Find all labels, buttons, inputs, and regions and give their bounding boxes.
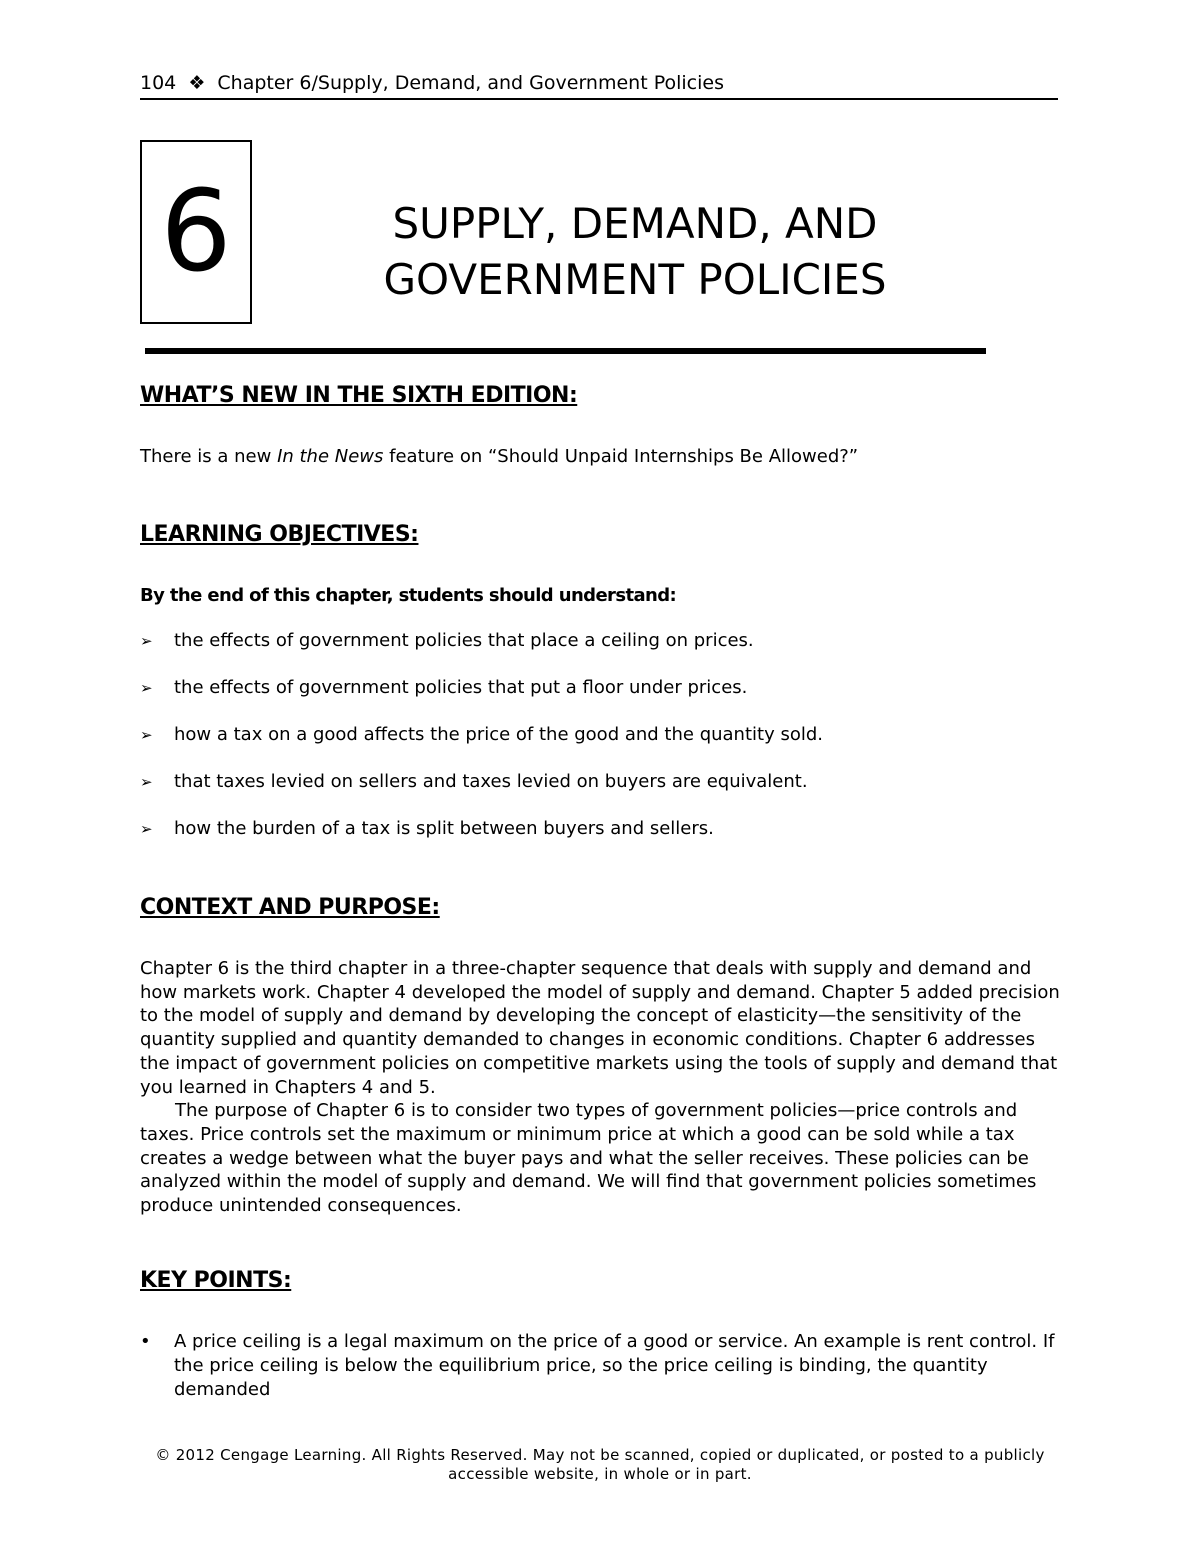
arrow-bullet-icon: ➢: [140, 632, 153, 650]
footer-line1: © 2012 Cengage Learning. All Rights Reserved. May not be scanned, copied or duplicated, or posted to a publicly: [155, 1446, 1045, 1464]
feature-name: In the News: [277, 446, 384, 467]
learning-objectives-heading: LEARNING OBJECTIVES:: [140, 522, 419, 547]
whats-new-heading: WHAT’S NEW IN THE SIXTH EDITION:: [140, 383, 578, 408]
objective-item: ➢ the effects of government policies that put a floor under prices.: [140, 677, 748, 698]
running-title: Chapter 6/Supply, Demand, and Government Policies: [217, 72, 724, 94]
key-point-text: A price ceiling is a legal maximum on the price of a good or service. An example is rent control. If the price ceiling is below the equilibrium price, so the price ceiling is binding, the quantity demanded: [174, 1331, 1055, 1400]
footer-line2: accessible website, in whole or in part.: [448, 1465, 752, 1483]
context-paragraph: Chapter 6 is the third chapter in a three-chapter sequence that deals with supply and demand and how markets work. Chapter 4 developed the model of supply and demand. Chapter 5 added precision to the model of supply and demand by developing the concept of elasticity—the sensitivity of the quantity supplied and quantity demanded to changes in economic conditions. Chapter 6 addresses the impact of government policies on competitive markets using the tools of supply and demand that you learned in Chapters 4 and 5.: [140, 958, 1060, 1098]
chapter-title: [320, 196, 950, 308]
context-purpose-body: [140, 957, 1060, 1218]
objectives-intro: By the end of this chapter, students should understand:: [140, 585, 677, 606]
separator-icon: ❖: [188, 72, 206, 94]
chapter-number-box: [140, 140, 252, 324]
arrow-bullet-icon: ➢: [140, 679, 153, 697]
key-points-heading: KEY POINTS:: [140, 1268, 292, 1293]
objective-item: ➢ that taxes levied on sellers and taxes levied on buyers are equivalent.: [140, 771, 808, 792]
purpose-paragraph: The purpose of Chapter 6 is to consider two types of government policies—price controls and taxes. Price controls set the maximum or minimum price at which a good can be sold while a tax creates a wedge between what the buyer pays and what the seller receives. These policies can be analyzed within the model of supply and demand. We will find that government policies sometimes produce unintended consequences.: [140, 1100, 1037, 1217]
objective-item: ➢ the effects of government policies that place a ceiling on prices.: [140, 630, 754, 651]
copyright-footer: [100, 1446, 1100, 1484]
title-divider: [145, 348, 986, 354]
arrow-bullet-icon: ➢: [140, 726, 153, 744]
objective-item: ➢ how the burden of a tax is split between buyers and sellers.: [140, 818, 714, 839]
page-number: 104: [140, 72, 177, 94]
key-point-item: [140, 1330, 1060, 1402]
whats-new-text: There is a new In the News feature on “Should Unpaid Internships Be Allowed?”: [140, 446, 859, 467]
objective-item: ➢ how a tax on a good affects the price of the good and the quantity sold.: [140, 724, 823, 745]
chapter-number: 6: [160, 167, 232, 297]
chapter-title-line2: GOVERNMENT POLICIES: [383, 255, 887, 304]
bullet-icon: •: [140, 1331, 151, 1352]
arrow-bullet-icon: ➢: [140, 820, 153, 838]
arrow-bullet-icon: ➢: [140, 773, 153, 791]
running-header: [140, 72, 1058, 100]
context-purpose-heading: CONTEXT AND PURPOSE:: [140, 895, 440, 920]
chapter-title-line1: SUPPLY, DEMAND, AND: [392, 199, 878, 248]
